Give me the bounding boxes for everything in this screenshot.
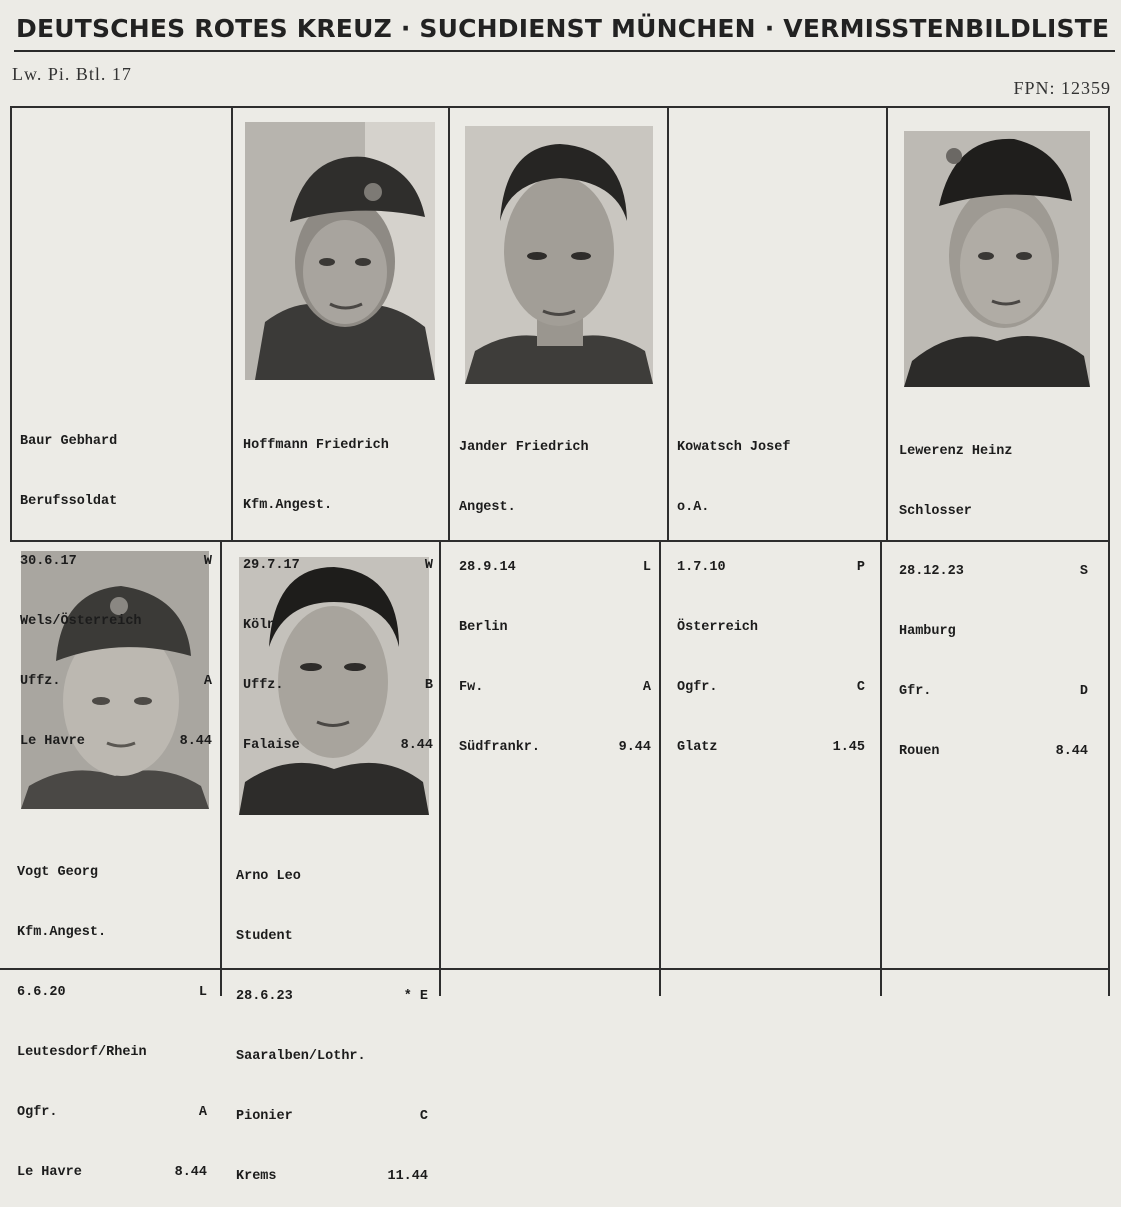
person-occupation: Student — [236, 929, 293, 944]
field-post-number: FPN: 12359 — [1013, 78, 1111, 98]
birth-date: 6.6.20 — [17, 985, 66, 1000]
rank-code: A — [642, 680, 651, 695]
person-card-arno — [236, 827, 428, 1207]
birth-code: P — [856, 560, 865, 575]
birth-date: 28.12.23 — [899, 564, 964, 579]
last-date: 8.44 — [179, 734, 212, 749]
rank-code: B — [424, 678, 433, 693]
person-occupation: o.A. — [677, 500, 710, 515]
last-location: Falaise — [243, 738, 300, 753]
rank: Gfr. — [899, 684, 932, 699]
rank-code: C — [419, 1109, 428, 1124]
person-card-baur — [20, 392, 212, 772]
last-location: Rouen — [899, 744, 940, 759]
birth-date: 29.7.17 — [243, 558, 300, 573]
person-card-lewerenz — [899, 402, 1088, 782]
person-occupation: Angest. — [459, 500, 516, 515]
rank: Uffz. — [243, 678, 284, 693]
last-location: Krems — [236, 1169, 277, 1184]
origin: Saaralben/Lothr. — [236, 1049, 366, 1064]
rank: Pionier — [236, 1109, 293, 1124]
rank: Ogfr. — [17, 1105, 58, 1120]
person-name: Jander Friedrich — [459, 440, 589, 455]
birth-code: * E — [403, 989, 428, 1004]
last-date: 8.44 — [400, 738, 433, 753]
person-occupation: Kfm.Angest. — [17, 925, 107, 940]
grid-line-left — [10, 106, 12, 542]
rank-code: D — [1079, 684, 1088, 699]
last-date: 1.45 — [832, 740, 865, 755]
last-date: 8.44 — [1055, 744, 1088, 759]
document-title: DEUTSCHES ROTES KREUZ · SUCHDIENST MÜNCHEN · VERMISSTENBILDLISTE — [16, 14, 1110, 43]
person-card-kowatsch — [677, 398, 865, 778]
person-occupation: Kfm.Angest. — [243, 498, 333, 513]
grid-line-col-4 — [886, 106, 888, 542]
grid-line-col-3 — [667, 106, 669, 542]
origin: Köln — [243, 618, 276, 633]
person-name: Hoffmann Friedrich — [243, 438, 389, 453]
person-occupation: Berufssoldat — [20, 494, 118, 509]
rank-code: A — [203, 674, 212, 689]
person-card-vogt — [17, 823, 207, 1203]
grid-line-col-1b — [220, 540, 222, 996]
title-underline — [14, 50, 1115, 52]
person-name: Vogt Georg — [17, 865, 99, 880]
grid-line-col-2 — [448, 106, 450, 542]
grid-line-right — [1108, 106, 1110, 996]
grid-line-col-2b — [439, 540, 441, 996]
birth-code: S — [1079, 564, 1088, 579]
last-location: Südfrankr. — [459, 740, 541, 755]
person-occupation: Schlosser — [899, 504, 972, 519]
person-name: Lewerenz Heinz — [899, 444, 1013, 459]
person-name: Arno Leo — [236, 869, 301, 884]
person-name: Baur Gebhard — [20, 434, 118, 449]
rank: Ogfr. — [677, 680, 718, 695]
rank-code: A — [198, 1105, 207, 1120]
birth-code: L — [198, 985, 207, 1000]
origin: Hamburg — [899, 624, 956, 639]
unit-label: Lw. Pi. Btl. 17 — [12, 64, 132, 84]
portrait-photo-jander — [465, 126, 653, 384]
birth-code: L — [642, 560, 651, 575]
birth-date: 28.9.14 — [459, 560, 516, 575]
origin: Wels/Österreich — [20, 614, 142, 629]
person-card-jander — [459, 398, 651, 778]
person-card-hoffmann — [243, 396, 433, 776]
grid-line-top — [10, 106, 1110, 108]
portrait-photo-hoffmann — [245, 122, 435, 380]
last-location: Glatz — [677, 740, 718, 755]
rank-code: C — [856, 680, 865, 695]
person-name: Kowatsch Josef — [677, 440, 791, 455]
birth-date: 1.7.10 — [677, 560, 726, 575]
origin: Leutesdorf/Rhein — [17, 1045, 147, 1060]
last-date: 9.44 — [618, 740, 651, 755]
rank: Fw. — [459, 680, 484, 695]
last-date: 8.44 — [174, 1165, 207, 1180]
last-date: 11.44 — [387, 1169, 428, 1184]
rank: Uffz. — [20, 674, 61, 689]
birth-date: 28.6.23 — [236, 989, 293, 1004]
birth-date: 30.6.17 — [20, 554, 77, 569]
last-location: Le Havre — [17, 1165, 82, 1180]
birth-code: W — [203, 554, 212, 569]
origin: Österreich — [677, 620, 759, 635]
grid-line-col-1 — [231, 106, 233, 542]
origin: Berlin — [459, 620, 508, 635]
grid-line-col-4b — [880, 540, 882, 996]
last-location: Le Havre — [20, 734, 85, 749]
birth-code: W — [424, 558, 433, 573]
grid-line-col-3b — [659, 540, 661, 996]
portrait-photo-lewerenz — [904, 131, 1090, 387]
